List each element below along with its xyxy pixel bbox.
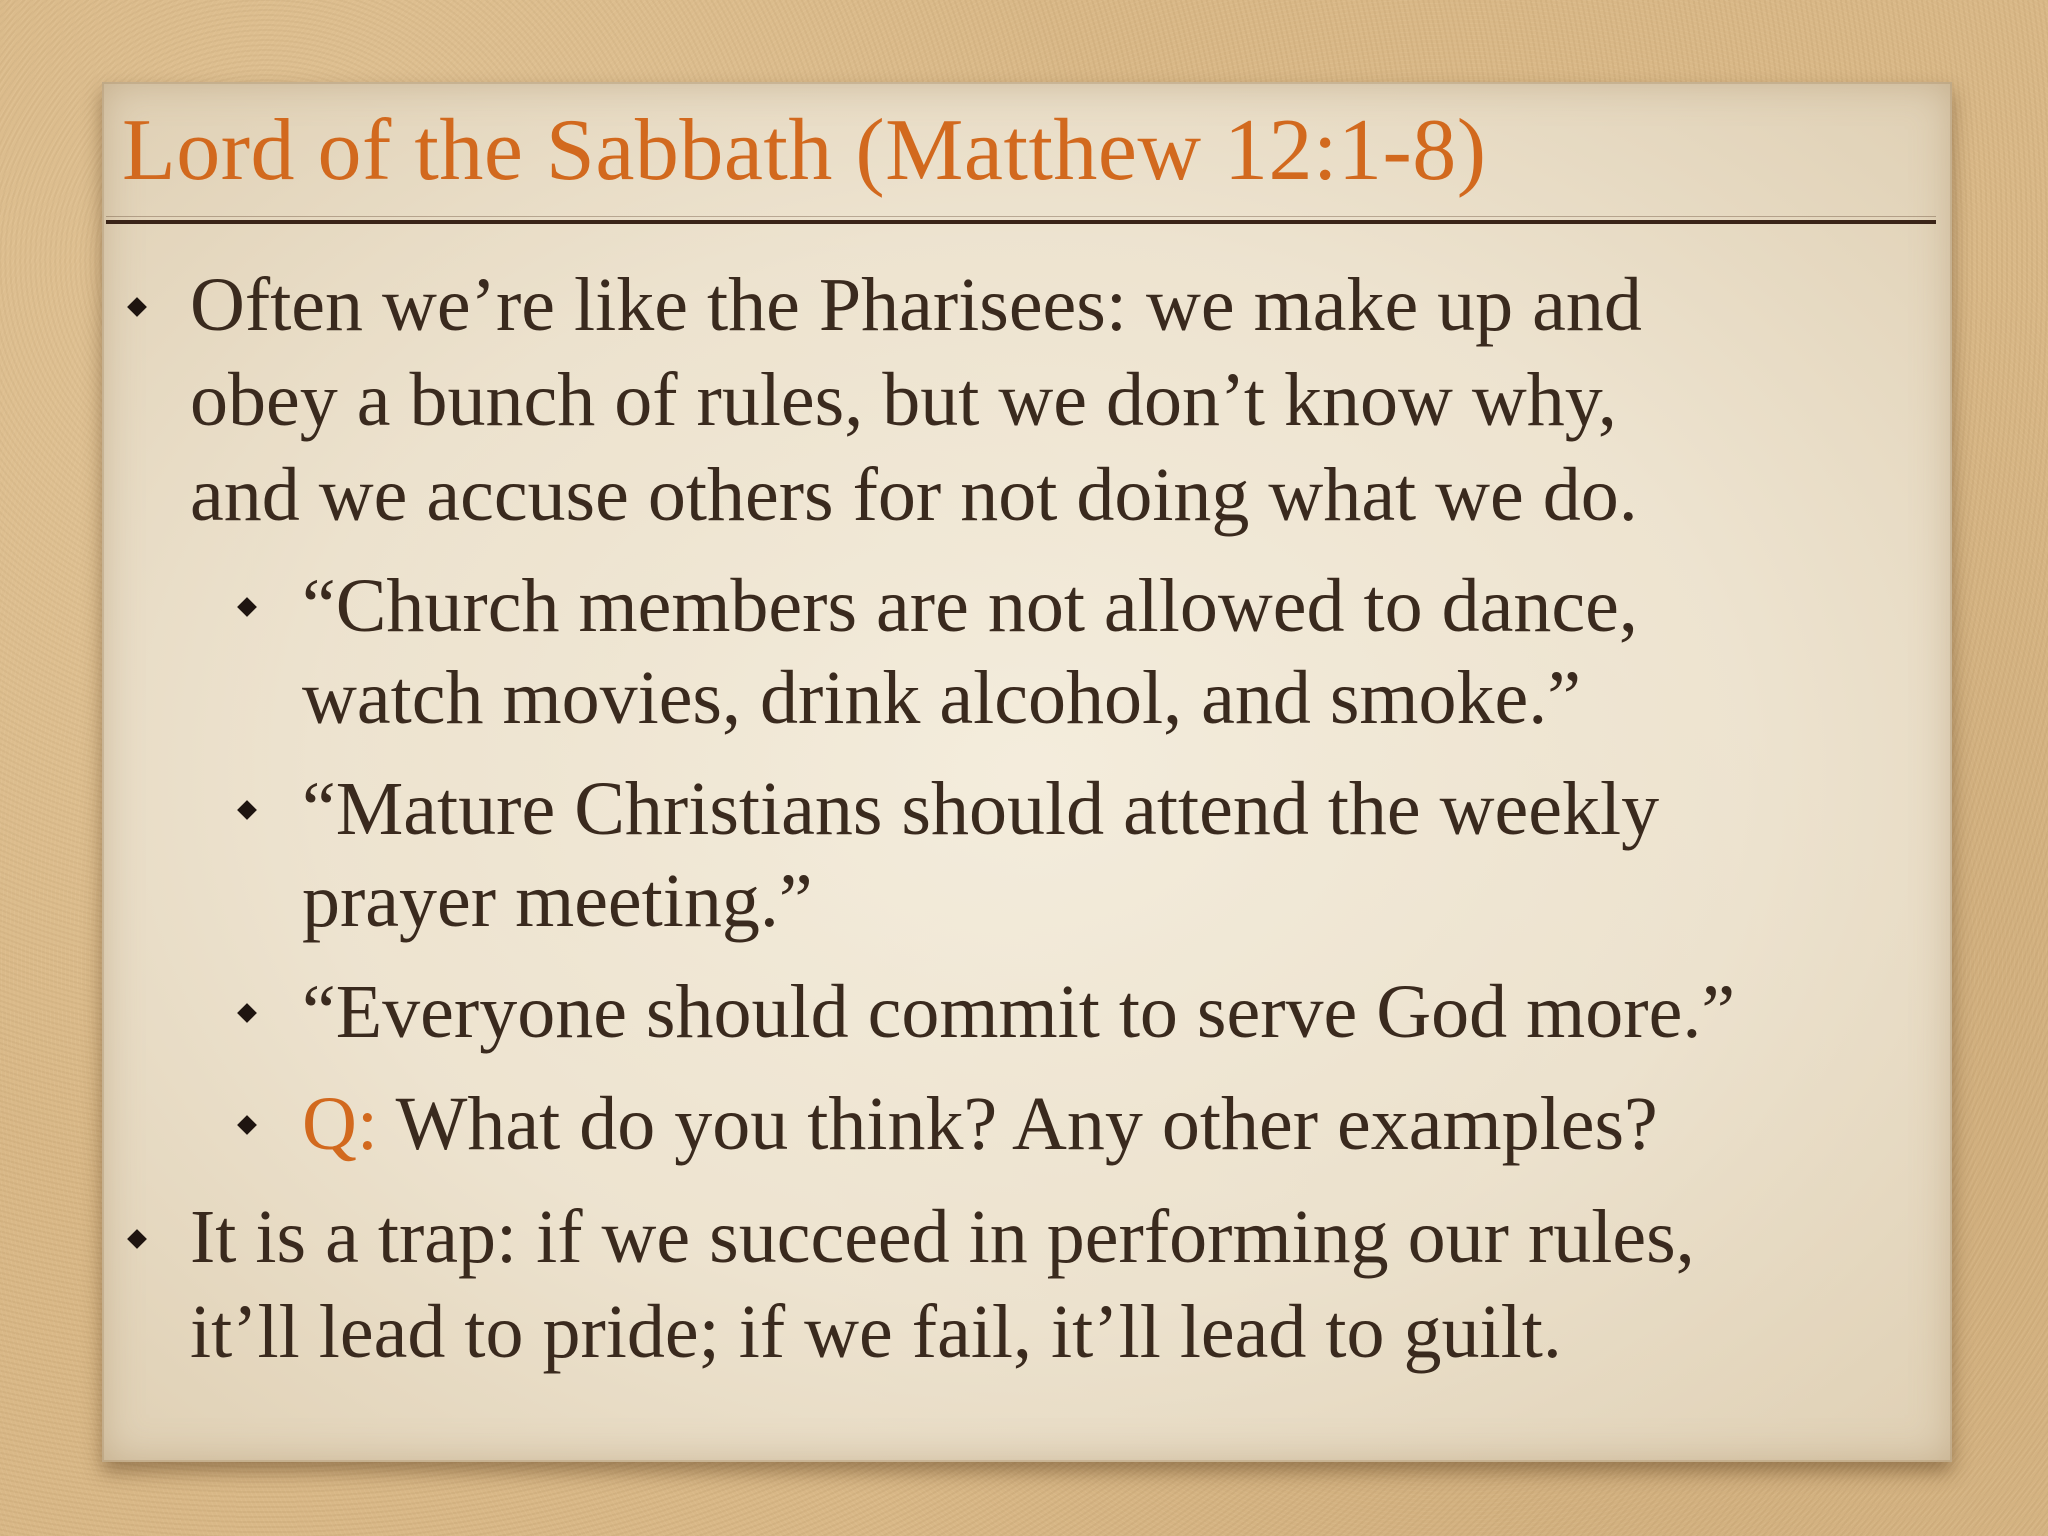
bullet-line: and we accuse others for not doing what we do. xyxy=(190,453,1638,537)
bullet-diamond-icon xyxy=(237,1115,257,1135)
bullet-diamond-icon xyxy=(237,597,257,617)
bullet-line xyxy=(302,1078,1658,1170)
bullet-diamond-icon xyxy=(127,1229,147,1249)
bullet-trap xyxy=(190,1190,1695,1380)
bullet-line: Often we’re like the Pharisees: we make up and xyxy=(190,263,1642,347)
question-text: What do you think? Any other examples? xyxy=(395,1082,1658,1166)
bullet-line: It is a trap: if we succeed in performing our rules, xyxy=(190,1195,1695,1279)
bullet-line: “Everyone should commit to serve God more.” xyxy=(302,970,1736,1054)
bullet-line: it’ll lead to pride; if we fail, it’ll lead to guilt. xyxy=(190,1290,1562,1374)
subbullet-question xyxy=(302,1078,1658,1170)
bullet-line: “Mature Christians should attend the weekly xyxy=(302,767,1660,851)
bullet-line: “Church members are not allowed to dance, xyxy=(302,564,1638,648)
bullet-diamond-icon xyxy=(127,297,147,317)
subbullet-everyone-serve xyxy=(302,966,1735,1058)
bullet-diamond-icon xyxy=(237,1003,257,1023)
subbullet-mature-christians xyxy=(302,763,1659,947)
question-label: Q: xyxy=(302,1082,378,1166)
bullet-line: prayer meeting.” xyxy=(302,859,813,943)
slide-title: Lord of the Sabbath (Matthew 12:1-8) xyxy=(122,102,1487,199)
bullet-line: watch movies, drink alcohol, and smoke.” xyxy=(302,656,1582,740)
bullet-pharisees xyxy=(190,258,1642,543)
bullet-diamond-icon xyxy=(237,800,257,820)
bullet-line: obey a bunch of rules, but we don’t know why, xyxy=(190,358,1617,442)
subbullet-church-members xyxy=(302,560,1638,744)
